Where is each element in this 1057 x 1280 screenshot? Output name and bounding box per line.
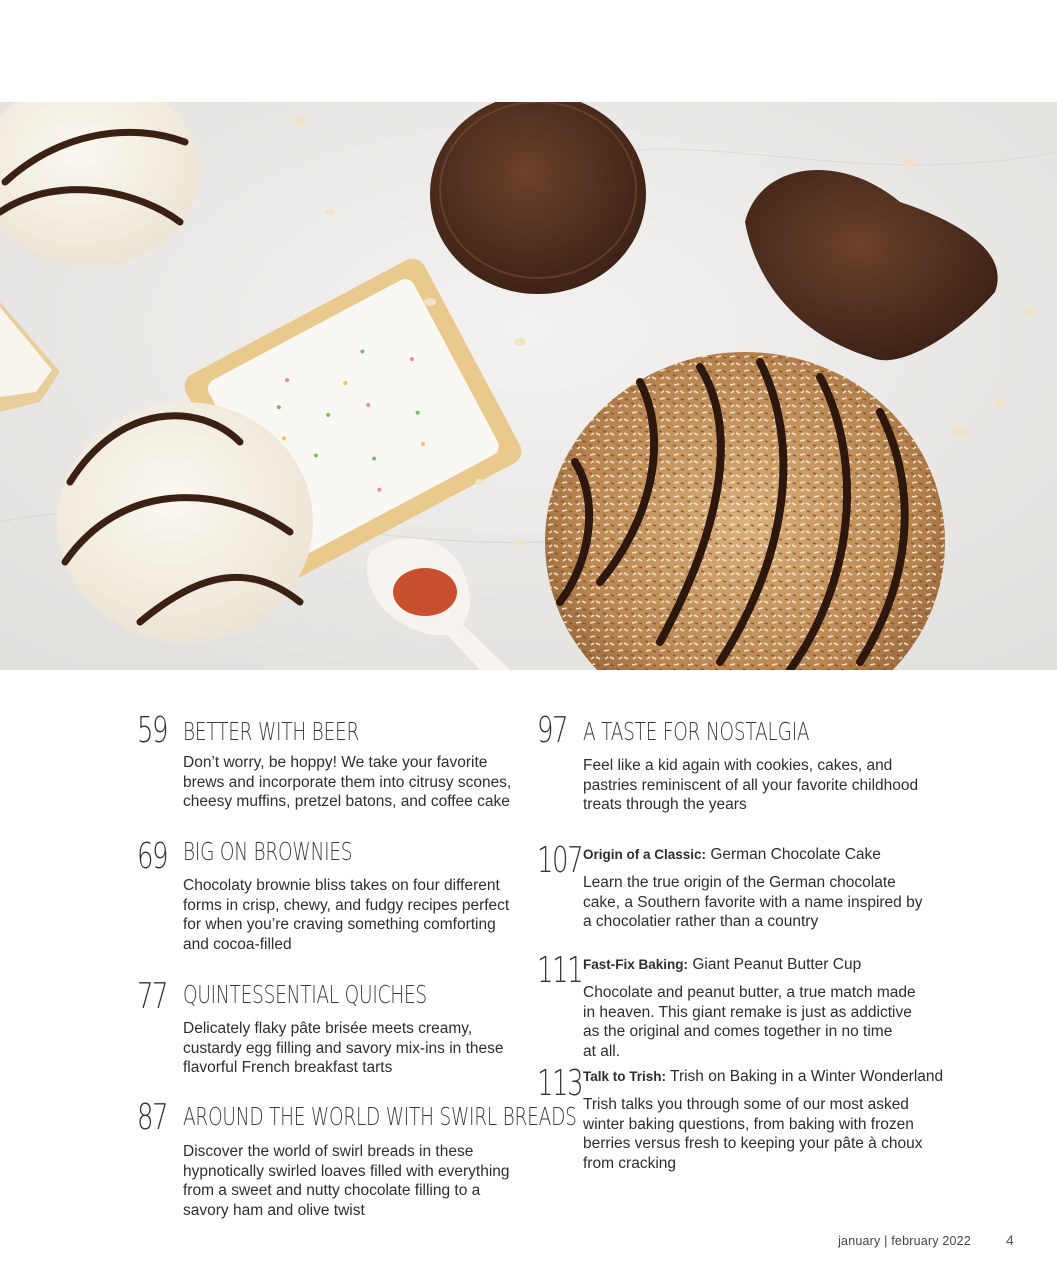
article-subtitle: Trish on Baking in a Winter Wonderland — [670, 1068, 944, 1085]
article-title: BETTER WITH BEER — [183, 717, 360, 746]
page-number: 87 — [137, 1097, 168, 1138]
column-label: Talk to Trish: — [583, 1069, 667, 1084]
article-subtitle: Giant Peanut Butter Cup — [692, 956, 862, 973]
page-number: 111 — [537, 950, 583, 991]
article-heading — [583, 955, 861, 975]
article-heading — [583, 845, 881, 865]
hero-photo-illustration — [0, 102, 1057, 670]
hero-photo — [0, 102, 1057, 670]
article-description: Delicately flaky pâte brisée meets creamy, custardy egg filling and savory mix-ins in these flavorful French breakfast tarts — [183, 1020, 504, 1076]
issue-date: january | february 2022 — [838, 1234, 971, 1248]
column-label: Origin of a Classic: — [583, 847, 707, 862]
page-number: 97 — [537, 710, 568, 751]
article-title: AROUND THE WORLD WITH SWIRL BREADS — [183, 1102, 577, 1131]
article-description: Chocolate and peanut butter, a true match made in heaven. This giant remake is just as addictive as the original and comes together in no time at all. — [583, 984, 916, 1060]
column-label: Fast-Fix Baking: — [583, 957, 689, 972]
article-heading — [583, 1067, 943, 1087]
page-number: 69 — [137, 836, 168, 877]
article-description: Chocolaty brownie bliss takes on four different forms in crisp, chewy, and fudgy recipes perfect for when you’re craving something comforting and cocoa-filled — [183, 877, 510, 953]
article-description: Feel like a kid again with cookies, cakes, and pastries reminiscent of all your favorite childhood treats through the years — [583, 757, 919, 813]
article-title: A TASTE FOR NOSTALGIA — [583, 717, 810, 746]
page-number: 113 — [537, 1063, 583, 1104]
page-number: 107 — [537, 840, 583, 881]
article-description: Trish talks you through some of our most asked winter baking questions, from baking with frozen berries versus fresh to keeping your pâte à choux from cracking — [583, 1096, 923, 1172]
article-description: Discover the world of swirl breads in these hypnotically swirled loaves filled with everything from a sweet and nutty chocolate filling to a savory ham and olive twist — [183, 1143, 510, 1219]
page-number: 59 — [137, 710, 168, 751]
folio-page-number: 4 — [1006, 1232, 1014, 1248]
article-description: Don’t worry, be hoppy! We take your favorite brews and incorporate them into citrusy scones, cheesy muffins, pretzel batons, and coffee cake — [183, 754, 512, 810]
page-number: 77 — [137, 976, 168, 1017]
article-title: QUINTESSENTIAL QUICHES — [183, 980, 427, 1009]
article-subtitle: German Chocolate Cake — [710, 846, 881, 863]
article-description: Learn the true origin of the German chocolate cake, a Southern favorite with a name inspired by a chocolatier rather than a country — [583, 874, 923, 930]
article-title: BIG ON BROWNIES — [183, 837, 353, 866]
